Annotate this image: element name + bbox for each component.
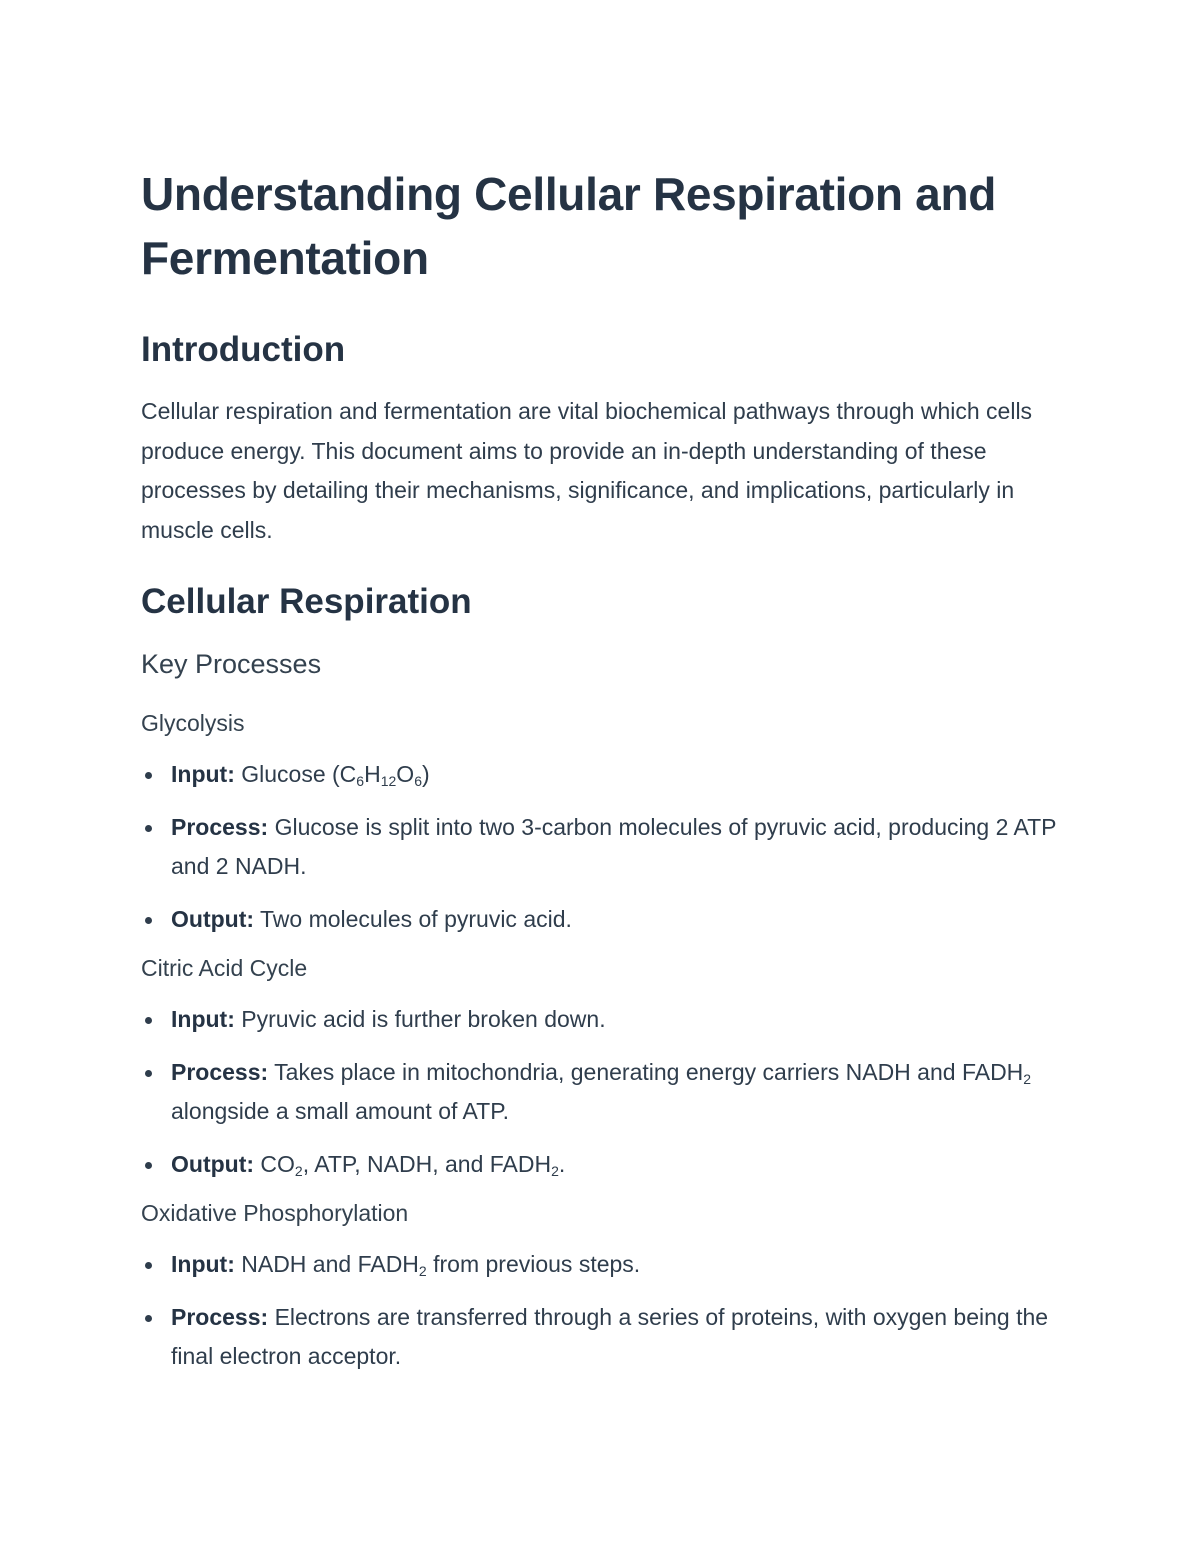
subscript: 2: [1023, 1070, 1032, 1087]
output-text: CO: [260, 1150, 295, 1177]
process-text: Takes place in mitochondria, generating energy carriers NADH and FADH: [274, 1058, 1024, 1085]
input-label: Input:: [171, 761, 235, 787]
formula-part: ): [421, 761, 430, 787]
input-text: Glucose (C: [241, 761, 357, 787]
output-label: Output:: [171, 905, 255, 932]
subscript: 2: [294, 1162, 303, 1179]
list-item: [141, 1000, 1061, 1040]
oxidative-phosphorylation-list: [141, 1245, 1061, 1377]
list-item: [141, 1145, 1061, 1185]
output-text-mid: , ATP, NADH, and FADH: [302, 1150, 552, 1177]
document-title: Understanding Cellular Respiration and Fermentation: [141, 168, 997, 284]
process-text: Glucose is split into two 3-carbon molecules of pyruvic acid, producing 2 ATP and 2 NADH.: [171, 813, 1057, 879]
citric-acid-cycle-list: [141, 1000, 1061, 1184]
formula-part: O: [396, 761, 415, 787]
input-text-end: from previous steps.: [433, 1251, 641, 1277]
key-processes-heading: Key Processes: [141, 649, 322, 679]
introduction-heading: Introduction: [141, 330, 346, 369]
list-item: [141, 1245, 1061, 1285]
introduction-paragraph: Cellular respiration and fermentation are vital biochemical pathways through which cells produce energy. This document aims to provide an in-depth understanding of these processes by detailing their mechanisms, significance, and implications, particularly in muscle cells.: [141, 398, 1033, 543]
document-page: [141, 162, 1061, 1390]
output-text: Two molecules of pyruvic acid.: [260, 905, 572, 932]
process-text-end: alongside a small amount of ATP.: [171, 1098, 509, 1124]
subscript: 6: [356, 773, 365, 789]
list-item: [141, 900, 1061, 940]
list-item: [141, 1298, 1061, 1377]
input-text: Pyruvic acid is further broken down.: [241, 1006, 606, 1032]
input-text: NADH and FADH: [241, 1251, 419, 1277]
formula-part: H: [364, 761, 381, 787]
subscript: 2: [418, 1263, 427, 1279]
output-label: Output:: [171, 1150, 255, 1177]
process-label: Process:: [171, 1303, 269, 1330]
output-text-end: .: [558, 1150, 566, 1177]
list-item: [141, 1053, 1061, 1132]
input-label: Input:: [171, 1251, 235, 1277]
process-label: Process:: [171, 813, 269, 840]
input-label: Input:: [171, 1006, 235, 1032]
glycolysis-list: [141, 755, 1061, 939]
process-text: Electrons are transferred through a series of proteins, with oxygen being the final electron acceptor.: [171, 1303, 1049, 1369]
subscript: 6: [414, 773, 422, 789]
oxidative-phosphorylation-heading: Oxidative Phosphorylation: [141, 1200, 409, 1226]
list-item: [141, 755, 1061, 795]
cellular-respiration-heading: Cellular Respiration: [141, 582, 472, 621]
list-item: [141, 808, 1061, 887]
subscript: 12: [380, 773, 397, 789]
glycolysis-heading: Glycolysis: [141, 710, 245, 736]
citric-acid-cycle-heading: Citric Acid Cycle: [141, 955, 308, 981]
subscript: 2: [551, 1162, 559, 1179]
process-label: Process:: [171, 1058, 269, 1085]
